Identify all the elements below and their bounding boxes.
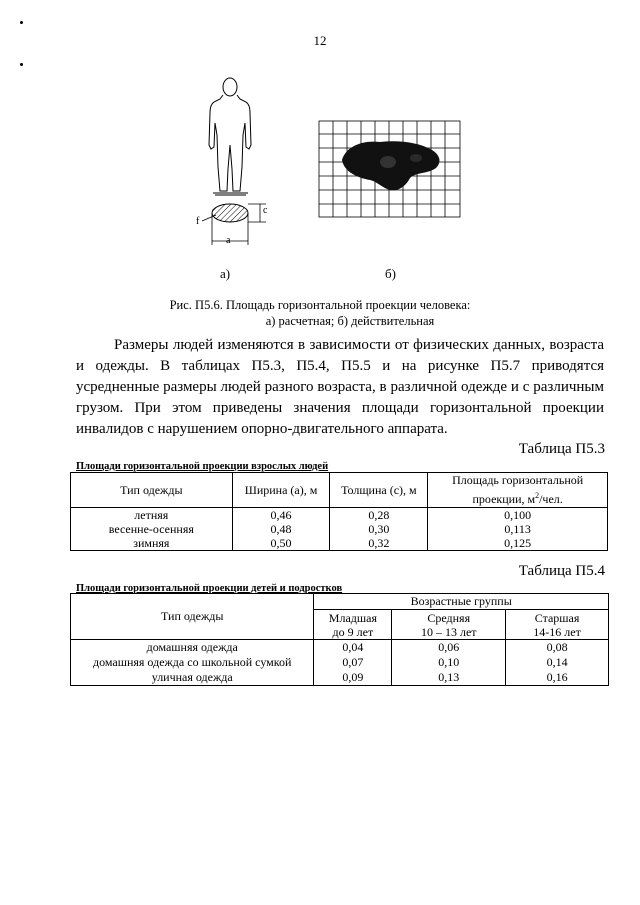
table2-junior-cell [314,640,392,686]
table2-row-clothing: домашняя одежда [146,640,238,654]
table1-row-area: 0,113 [504,522,531,536]
dimension-f-label: f [196,216,200,227]
table2-header-row-1 [71,594,609,610]
table1 [70,472,608,551]
middle-line2: 10 – 13 лет [420,624,477,639]
table2-senior-cell [506,640,609,686]
table2-header-age-groups: Возрастные группы [314,594,609,610]
margin-speck [20,63,23,66]
table1-row-width: 0,50 [270,536,292,550]
table1-area-cell [428,508,608,551]
table1-row-area: 0,125 [504,536,532,550]
table1-header-clothing: Тип одежды [71,473,233,508]
margin-speck [20,21,23,24]
table1-header-thickness: Толщина (с), м [330,473,428,508]
table1-row-thickness: 0,28 [368,508,390,522]
senior-line1: Старшая [534,610,580,625]
table1-clothing-cell [71,508,233,551]
table1-header-area [428,473,608,508]
table2-row-junior: 0,09 [342,670,364,684]
table1-header-row [71,473,608,508]
junior-line2: до 9 лет [332,624,374,639]
caption-line-2: а) расчетная; б) действительная [265,314,435,328]
table2-title: Площади горизонтальной проекции детей и подростков [76,583,343,594]
table1-row-width: 0,48 [270,522,292,536]
table2-row-clothing: уличная одежда [151,670,233,684]
body-paragraph: Размеры людей изменяются в зависимости от физических данных, возраста и одежды. В таблицах П5.3, П5.4, П5.5 и на рисунке П5.7 приводятся усредненные размеры людей разного возраста, в различной одежде и с различным грузом. При этом приведены значения площади горизонтальной проекции инвалидов с нарушением опорно-двигательного аппарата. [76,337,604,437]
table2-row-middle: 0,13 [438,670,460,684]
table2-row-senior: 0,08 [546,640,568,654]
caption-line-1: Рис. П5.6. Площадь горизонтальной проекции человека: [169,298,471,312]
table1-row-width: 0,46 [270,508,292,522]
table1-number: Таблица П5.3 [518,441,605,457]
table2-row-senior: 0,16 [546,670,568,684]
figure-caption [0,297,640,329]
page-number: 12 [313,33,327,48]
table1-width-cell [232,508,330,551]
table1-title: Площади горизонтальной проекции взрослых людей [76,461,329,472]
table1-row-thickness: 0,30 [368,522,390,536]
dimension-a-label: a [226,235,231,246]
table2-clothing-cell [71,640,314,686]
table2-row-middle: 0,06 [438,640,460,654]
table2-row-junior: 0,07 [342,655,364,669]
table1-row-thickness: 0,32 [368,536,390,550]
figure-label-b: б) [385,266,396,281]
table1-header-width: Ширина (а), м [232,473,330,508]
table1-row-clothing: зимняя [133,536,170,550]
table2-header-senior [506,610,609,640]
table1-row-area: 0,100 [504,508,532,522]
figure-person-schematic [190,75,280,250]
figure-projection-grid [318,120,463,220]
area-unit-text: проекции, м [472,492,536,506]
table-row [71,640,609,686]
senior-line2: 14-16 лет [533,624,581,639]
table2-row-clothing: домашняя одежда со школьной сумкой [93,655,292,669]
table1-thickness-cell [330,508,428,551]
table2-row-middle: 0,10 [438,655,460,669]
table1-row-clothing: весенне-осенняя [108,522,194,536]
table2-header-clothing: Тип одежды [71,594,314,640]
junior-line1: Младшая [328,610,377,625]
table2-middle-cell [392,640,506,686]
area-unit-suffix: /чел. [539,492,563,506]
table2-row-junior: 0,04 [342,640,364,654]
figure-label-a: а) [220,266,231,281]
table1-row-clothing: летняя [134,508,169,522]
table-row [71,508,608,551]
table2-header-middle [392,610,506,640]
area-unit-superscript: 2 [535,491,540,500]
table2-row-senior: 0,14 [546,655,568,669]
dimension-c-label: c [263,205,268,216]
table2-number: Таблица П5.4 [518,563,605,579]
table1-header-area-line1: Площадь горизонтальной [452,473,584,487]
table2 [70,593,609,686]
table1-header-area-line2 [428,488,607,507]
table2-header-junior [314,610,392,640]
middle-line1: Средняя [427,610,471,625]
